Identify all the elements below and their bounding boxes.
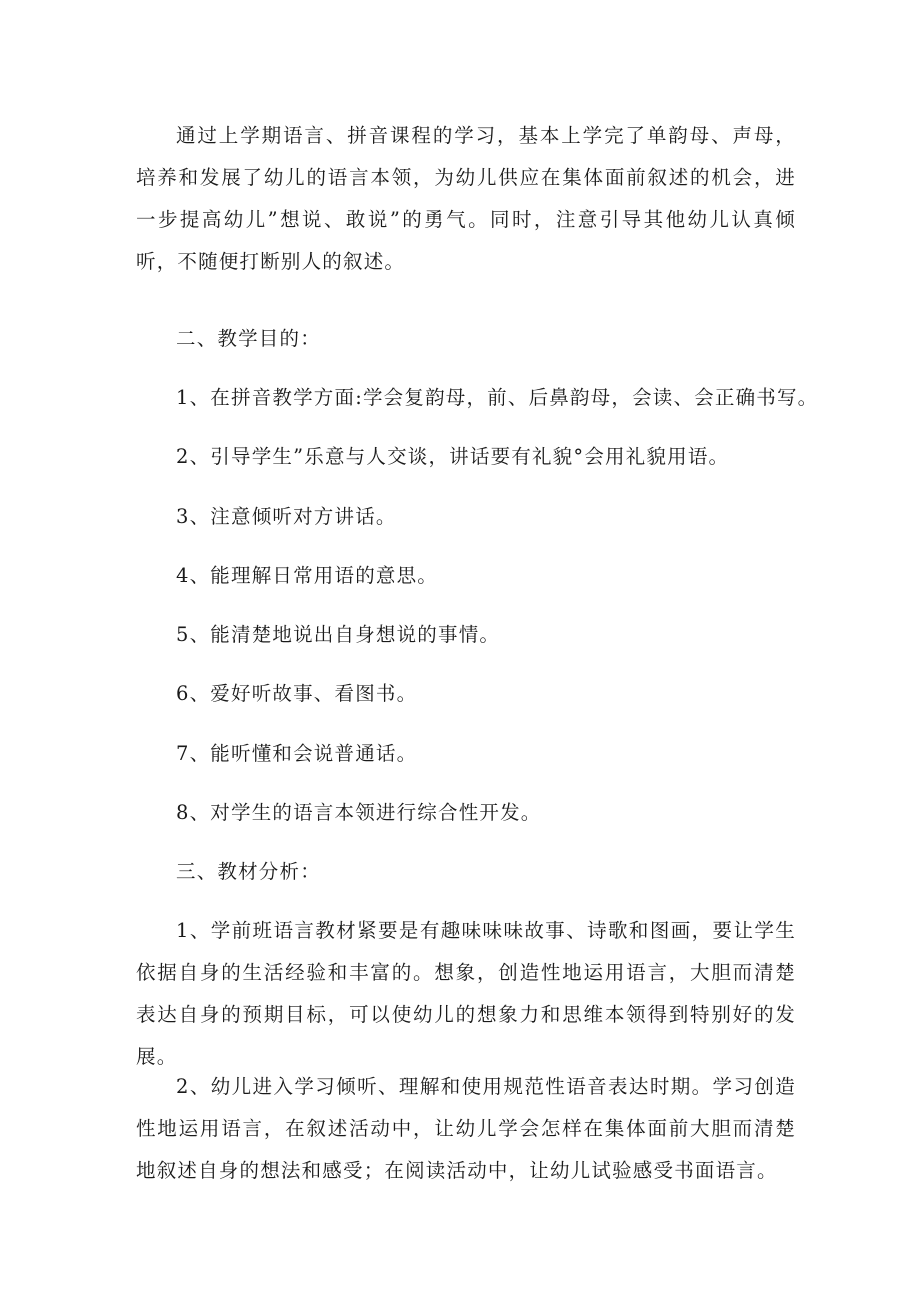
section-heading-objectives: 二、教学目的： <box>176 327 321 350</box>
objective-item: 6、爱好听故事、看图书。 <box>176 682 418 705</box>
objective-item: 7、能听懂和会说普通话。 <box>176 742 418 765</box>
materials-paragraph: 2、幼儿进入学习倾听、理解和使用规范性语音表达时期。学习创造性地运用语言，在叙述活动中，让幼儿学会怎样在集体面前大胆而清楚地叙述自身的想法和感受；在阅读活动中，让幼儿试验感受书面语言。 <box>136 1075 796 1182</box>
objective-item: 8、对学生的语言本领进行综合性开发。 <box>176 801 542 824</box>
objective-item: 2、引导学生”乐意与人交谈，讲话要有礼貌°会用礼貌用语。 <box>176 445 730 468</box>
objective-item: 1、在拼音教学方面:学会复韵母，前、后鼻韵母，会读、会正确书写。 <box>176 386 819 409</box>
objective-item: 3、注意倾听对方讲话。 <box>176 505 397 528</box>
objective-item: 4、能理解日常用语的意思。 <box>176 564 439 587</box>
materials-paragraph: 1、学前班语言教材紧要是有趣味味味故事、诗歌和图画，要让学生依据自身的生活经验和丰富的。想象，创造性地运用语言，大胆而清楚表达自身的预期目标，可以使幼儿的想象力和思维本领得到特别好的发展。 <box>136 919 796 1068</box>
intro-paragraph: 通过上学期语言、拼音课程的学习，基本上学完了单韵母、声母，培养和发展了幼儿的语言本领，为幼儿供应在集体面前叙述的机会，进一步提高幼儿”想说、敢说”的勇气。同时，注意引导其他幼儿认真倾听，不随便打断别人的叙述。 <box>136 124 796 273</box>
objective-item: 5、能清楚地说出自身想说的事情。 <box>176 623 501 646</box>
section-heading-materials: 三、教材分析： <box>176 860 321 883</box>
